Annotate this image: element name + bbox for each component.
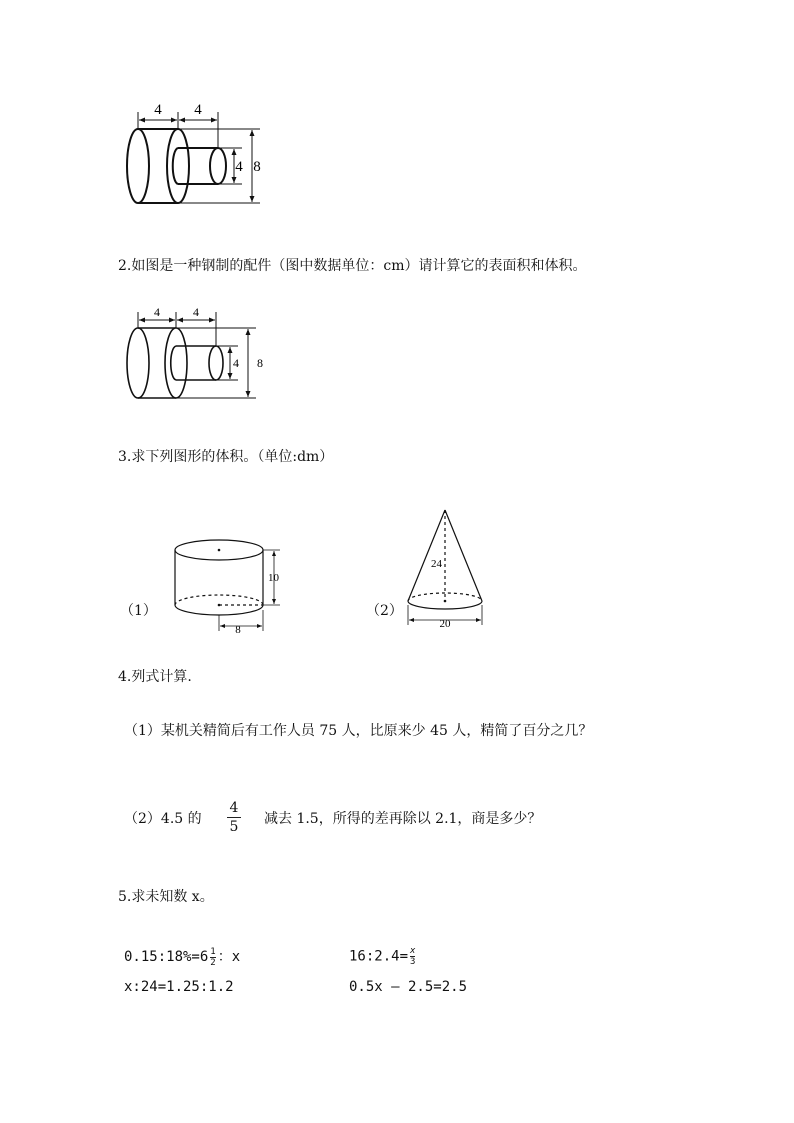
question-4-sub-1: （1）某机关精简后有工作人员 75 人，比原来少 45 人，精简了百分之几？	[124, 723, 593, 739]
fig2-dim-outer: 8	[257, 356, 263, 370]
cone-figure	[400, 505, 490, 630]
cylinder-figure	[168, 530, 288, 635]
equation-4: 0.5x – 2.5=2.5	[349, 979, 468, 995]
q4-fraction-denominator: 5	[229, 819, 239, 835]
question-5-text: 5.求未知数 x。	[118, 889, 214, 905]
question-2-text: 2.如图是一种钢制的配件（图中数据单位：cm）请计算它的表面积和体积。	[118, 258, 587, 274]
fig1-dim-inner: 4	[235, 159, 243, 175]
equation-1: 0.15:18%=6 $\frac{1}{2}$ ：x	[124, 946, 241, 968]
fig1-dim-right: 4	[194, 102, 202, 118]
equation-1-fraction: $\frac{1}{2}$	[210, 946, 216, 968]
q3-label-1: （1）	[120, 603, 157, 619]
equation-2-fraction: $\frac{x}{3}$	[410, 946, 416, 967]
cylinder-radius-label: 8	[235, 624, 241, 635]
equation-3: x:24=1.25:1.2	[124, 979, 234, 995]
pipe-fitting-figure-1	[118, 90, 278, 215]
cone-diameter-label: 20	[439, 618, 451, 630]
question-4-sub-2-post: 减去 1.5，所得的差再除以 2.1，商是多少？	[264, 811, 542, 827]
q3-label-2: （2）	[366, 603, 403, 619]
cone-height-label: 24	[431, 558, 442, 570]
question-4-text: 4.列式计算.	[118, 669, 192, 685]
fig1-dim-left: 4	[154, 102, 162, 118]
fig1-dim-outer: 8	[253, 159, 261, 175]
fig2-dim-left: 4	[154, 305, 160, 319]
question-4-sub-2-pre: （2）4.5 的	[124, 811, 202, 827]
pipe-fitting-figure-2	[118, 300, 278, 410]
question-3-text: 3.求下列图形的体积。（单位:dm）	[118, 449, 334, 465]
q4-fraction-numerator: 4	[229, 800, 239, 816]
equation-2: 16:2.4= $\frac{x}{3}$	[349, 946, 416, 967]
q4-fraction	[227, 800, 241, 835]
cylinder-height-label: 10	[268, 572, 279, 584]
fig2-dim-right: 4	[193, 305, 199, 319]
fig2-dim-inner: 4	[233, 356, 239, 370]
